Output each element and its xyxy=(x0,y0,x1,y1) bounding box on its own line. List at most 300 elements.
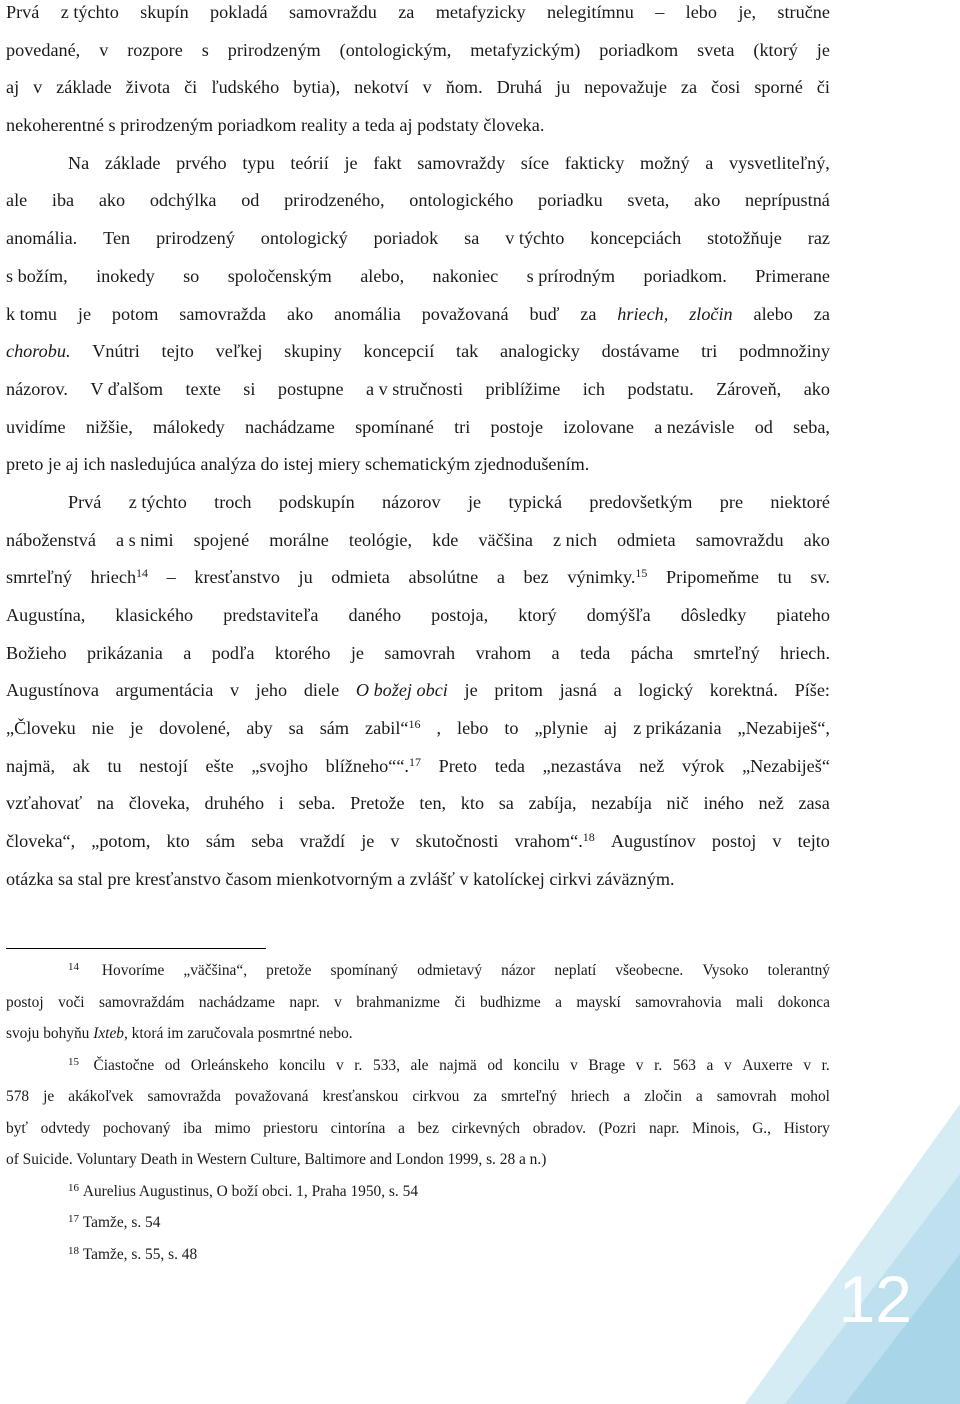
word xyxy=(103,1113,171,1145)
text-run: lebo xyxy=(685,2,717,22)
text-run: buď xyxy=(529,303,560,324)
word xyxy=(331,559,390,597)
text-run: morálne xyxy=(269,529,329,550)
text-run: Vysoko xyxy=(702,962,749,979)
word xyxy=(666,559,759,597)
text-run: alebo xyxy=(753,303,793,324)
word xyxy=(422,296,509,334)
word xyxy=(6,987,44,1019)
text-run: piateho xyxy=(776,605,830,625)
text-run: ak xyxy=(72,755,90,776)
word xyxy=(384,635,455,673)
text-run: Píše: xyxy=(794,680,830,701)
word xyxy=(351,635,364,673)
word xyxy=(349,522,412,560)
text-run: v xyxy=(803,1056,812,1074)
word xyxy=(304,672,339,710)
text-run: sám xyxy=(205,831,236,852)
text-run: „väčšina“, xyxy=(183,962,248,979)
text-run: za xyxy=(580,303,597,324)
word xyxy=(284,182,385,220)
text-run: nelegitímnu xyxy=(546,2,634,22)
text-run: prirodzený xyxy=(156,228,235,249)
body-text-line xyxy=(6,409,830,447)
word xyxy=(570,1050,578,1082)
footnote-line xyxy=(6,1239,830,1271)
word xyxy=(116,522,174,560)
word xyxy=(68,1239,83,1271)
footnote-reference: 16 xyxy=(408,717,421,732)
text-run: či xyxy=(816,77,830,98)
text-run: sám xyxy=(319,718,350,739)
word xyxy=(736,987,763,1019)
word xyxy=(279,484,355,522)
text-run: dostávame xyxy=(601,341,680,362)
text-run: v xyxy=(334,993,342,1011)
word xyxy=(583,371,605,409)
body-text-line xyxy=(6,333,830,371)
word xyxy=(500,333,580,371)
text-run: dôsledky xyxy=(680,605,747,625)
word xyxy=(468,484,481,522)
text-run: stotožňuje xyxy=(707,228,782,249)
text-run: potom xyxy=(111,303,159,324)
word xyxy=(211,69,279,107)
text-run: jasná xyxy=(559,680,597,701)
text-run: vrahom xyxy=(475,642,532,663)
text-run: zasa xyxy=(798,793,830,814)
text-run: – xyxy=(166,567,176,588)
word xyxy=(409,559,479,597)
text-run: ako xyxy=(803,378,830,399)
text-run: pritom xyxy=(494,680,543,701)
text-run: nakoniec xyxy=(432,265,499,286)
word xyxy=(712,823,756,861)
word xyxy=(411,1050,429,1082)
text-run: základe xyxy=(56,77,112,98)
text-run: inokedy xyxy=(96,265,155,286)
text-run: r. xyxy=(354,1056,363,1074)
text-run: postupne xyxy=(277,378,344,399)
word xyxy=(772,823,781,861)
footnote-line xyxy=(6,987,830,1019)
word xyxy=(93,1018,128,1050)
word xyxy=(6,107,544,145)
text-run: Primerane xyxy=(755,265,830,286)
word xyxy=(780,635,830,673)
word xyxy=(417,145,505,183)
word xyxy=(6,258,68,296)
text-run: tejto xyxy=(161,341,194,362)
text-run: koncepciách xyxy=(590,228,682,249)
word xyxy=(194,559,280,597)
word xyxy=(323,1081,399,1113)
text-run: argumentácia xyxy=(115,680,214,701)
word xyxy=(6,296,57,334)
word xyxy=(103,220,130,258)
word xyxy=(682,748,724,786)
word xyxy=(83,1176,418,1208)
word xyxy=(804,522,830,560)
text-run: diele xyxy=(303,680,340,701)
text-run: ešte xyxy=(205,755,234,776)
text-run: prirodzeným xyxy=(227,39,321,60)
text-run: samovražda xyxy=(179,303,267,324)
text-run: spoločenským xyxy=(227,265,332,286)
text-run: sa xyxy=(288,718,304,739)
word xyxy=(354,1050,362,1082)
word xyxy=(822,1050,830,1082)
word xyxy=(710,672,778,710)
text-run: sporné xyxy=(754,77,803,98)
text-run: ako xyxy=(287,303,314,324)
word xyxy=(587,597,651,635)
text-run: 578 xyxy=(6,1088,30,1105)
word xyxy=(6,1081,29,1113)
text-run: stručne xyxy=(777,2,830,22)
word xyxy=(336,1050,344,1082)
text-run: z nich xyxy=(553,529,597,550)
text-run: otázka sa stal pre kresťanstvo časom mienkotvorným a zvlášť v katolíckej cirkvi záväzným. xyxy=(6,868,675,889)
word xyxy=(810,559,830,597)
text-run: cirkvou xyxy=(412,1088,460,1105)
word xyxy=(68,484,101,522)
word xyxy=(716,371,781,409)
text-run: aj xyxy=(6,77,20,98)
word xyxy=(326,748,421,786)
text-run: podstatu. xyxy=(627,378,694,399)
text-run: z týchto xyxy=(60,2,119,22)
word xyxy=(524,559,549,597)
footnote-line xyxy=(6,1207,830,1239)
word xyxy=(602,333,680,371)
text-run: budhizme xyxy=(479,993,541,1011)
word xyxy=(300,823,345,861)
word xyxy=(116,672,214,710)
text-run: podskupín xyxy=(278,491,355,512)
word xyxy=(635,987,721,1019)
word xyxy=(214,484,251,522)
word xyxy=(68,1081,133,1113)
word xyxy=(373,1050,400,1082)
text-run: samovraždu xyxy=(695,529,784,550)
word xyxy=(83,1207,161,1239)
word xyxy=(6,597,85,635)
word xyxy=(436,710,441,748)
word xyxy=(366,371,463,409)
word xyxy=(694,182,720,220)
text-run: neprípustná xyxy=(745,190,830,211)
text-run: tri xyxy=(454,416,471,437)
text-run: a xyxy=(555,993,562,1011)
word xyxy=(83,1239,197,1271)
text-run: tu xyxy=(107,755,122,776)
word xyxy=(416,823,499,861)
text-run: kresťanstvo xyxy=(194,567,280,588)
footnote-line xyxy=(6,1176,830,1208)
word xyxy=(501,1081,557,1113)
body-text-line xyxy=(6,559,830,597)
text-run: priblížime xyxy=(485,378,561,399)
word xyxy=(129,484,187,522)
text-run: od xyxy=(164,1056,181,1074)
word xyxy=(604,710,617,748)
text-run: hriech. xyxy=(780,642,830,663)
text-run: jeho xyxy=(255,680,288,701)
word xyxy=(350,785,405,823)
text-run: a xyxy=(398,1119,405,1137)
text-run: poriadkom. xyxy=(643,265,727,286)
text-run: „Nezabiješ“, xyxy=(737,718,830,739)
text-run: ktorý xyxy=(518,605,557,625)
text-run: najmä, xyxy=(6,755,55,776)
text-run: odmietavý xyxy=(417,962,483,979)
word xyxy=(599,1113,637,1145)
text-run: ňom. xyxy=(445,77,483,98)
text-run: základe xyxy=(104,152,161,173)
word xyxy=(130,710,143,748)
word xyxy=(56,69,112,107)
text-run: rozpore xyxy=(127,39,183,60)
text-run: anomália. xyxy=(6,228,78,249)
word xyxy=(627,182,669,220)
word xyxy=(68,1207,83,1239)
word xyxy=(649,1113,679,1145)
text-run: a s nimi xyxy=(115,529,174,550)
footnote-number: 16 xyxy=(68,1181,79,1194)
text-run: teda xyxy=(580,642,611,663)
word xyxy=(793,409,830,447)
text-run: je xyxy=(77,303,92,324)
footnote-number: 17 xyxy=(68,1213,79,1225)
word xyxy=(513,1050,559,1082)
text-run: bytia), xyxy=(293,77,341,98)
text-run: a xyxy=(496,567,505,588)
text-run: pácha xyxy=(630,642,674,663)
text-run: za xyxy=(680,77,698,98)
text-run: ale xyxy=(6,190,28,211)
text-run: (ktorý xyxy=(753,39,798,60)
text-run: koncilu xyxy=(513,1056,560,1074)
body-text xyxy=(6,0,830,899)
text-run: nič xyxy=(666,793,689,814)
text-run: bez xyxy=(417,1119,439,1137)
word xyxy=(6,371,68,409)
text-run: síce xyxy=(520,152,550,173)
text-run: čosi xyxy=(711,77,741,98)
word xyxy=(798,785,829,823)
word xyxy=(776,597,830,635)
text-run: analogicky xyxy=(500,341,580,362)
word xyxy=(755,258,830,296)
text-run: ako xyxy=(98,190,126,211)
word xyxy=(6,710,76,748)
word xyxy=(614,672,622,710)
footnote-reference: 15 xyxy=(635,566,648,581)
word xyxy=(215,1113,251,1145)
text-run: výnimky. xyxy=(567,567,636,588)
text-run: ľudského xyxy=(211,77,280,98)
text-run: fakticky xyxy=(564,152,625,173)
word xyxy=(162,333,194,371)
word xyxy=(235,1081,309,1113)
text-run: G., xyxy=(752,1119,771,1137)
word xyxy=(91,559,148,597)
word xyxy=(202,32,209,70)
word xyxy=(418,1113,439,1145)
word xyxy=(508,484,562,522)
word xyxy=(96,258,155,296)
text-run: málokedy xyxy=(153,416,225,437)
word xyxy=(755,409,773,447)
italic-text: chorobu. xyxy=(6,341,71,362)
word xyxy=(724,1050,732,1082)
word xyxy=(409,182,513,220)
text-run: s božím, xyxy=(6,265,68,286)
text-run: nekoherentné s prirodzeným poriadkom reality a teda aj podstaty človeka. xyxy=(6,115,545,136)
word xyxy=(334,987,342,1019)
word xyxy=(742,1050,792,1082)
word xyxy=(654,409,734,447)
text-run: Prvá xyxy=(68,491,102,512)
word xyxy=(127,32,183,70)
text-run: bez xyxy=(523,567,549,588)
text-run: pre xyxy=(719,491,744,512)
body-text-line xyxy=(6,258,830,296)
body-text-line xyxy=(6,32,830,70)
text-run: je xyxy=(467,491,482,512)
text-run: ich xyxy=(582,378,605,399)
word xyxy=(639,748,664,786)
word xyxy=(623,1081,630,1113)
body-text-line xyxy=(6,371,830,409)
word xyxy=(6,635,67,673)
word xyxy=(745,182,830,220)
word xyxy=(473,1081,487,1113)
text-run: sveta xyxy=(697,39,735,60)
word xyxy=(547,0,634,32)
text-run: spomínaný xyxy=(330,962,399,979)
word xyxy=(210,0,268,32)
word xyxy=(667,785,689,823)
word xyxy=(278,371,344,409)
word xyxy=(6,1113,28,1145)
word xyxy=(701,333,717,371)
word xyxy=(99,182,125,220)
word xyxy=(33,69,42,107)
text-run: mimo xyxy=(214,1119,251,1137)
word xyxy=(560,672,597,710)
text-run: napr. xyxy=(289,993,320,1011)
body-text-line xyxy=(6,672,830,710)
text-run: teórií xyxy=(290,152,329,173)
text-run: tri xyxy=(701,341,718,362)
word xyxy=(199,987,275,1019)
text-run: obradov. xyxy=(532,1119,586,1137)
word xyxy=(738,0,756,32)
text-run: v xyxy=(99,39,109,60)
word xyxy=(266,955,311,987)
text-run: V ďalšom xyxy=(90,378,163,399)
text-run: názorov xyxy=(382,491,441,512)
text-run: života xyxy=(125,77,171,98)
word xyxy=(246,710,272,748)
word xyxy=(432,522,458,560)
text-run: troch xyxy=(214,491,252,512)
word xyxy=(139,748,188,786)
word xyxy=(497,69,542,107)
text-run: mali xyxy=(736,993,764,1011)
text-run: iba xyxy=(183,1119,202,1137)
word xyxy=(263,1113,318,1145)
text-run: sveta, xyxy=(627,190,670,211)
text-run: tejto xyxy=(797,831,830,852)
text-run: tu xyxy=(777,567,792,588)
word xyxy=(681,69,697,107)
word xyxy=(689,296,732,334)
word xyxy=(636,1050,644,1082)
word xyxy=(251,823,283,861)
text-run: v týchto xyxy=(505,228,565,249)
text-run: či xyxy=(184,77,198,98)
text-run: nezabíja xyxy=(591,793,652,814)
text-run: dokonca xyxy=(777,993,830,1011)
word xyxy=(364,333,435,371)
body-text-line xyxy=(6,446,830,484)
text-run: hriech xyxy=(570,1088,610,1105)
word xyxy=(230,672,239,710)
word xyxy=(588,1050,625,1082)
word xyxy=(78,296,91,334)
word xyxy=(552,635,560,673)
text-run: , xyxy=(436,718,442,739)
text-run: názor xyxy=(501,962,536,979)
word xyxy=(61,0,119,32)
text-run: (Pozri xyxy=(598,1119,637,1137)
text-run: aj xyxy=(604,718,618,739)
text-run: skupín xyxy=(140,2,189,22)
text-run: smrteľný xyxy=(693,642,760,663)
text-run: než xyxy=(758,793,784,814)
word xyxy=(499,785,514,823)
text-run: z prikázania xyxy=(633,718,722,739)
word xyxy=(167,559,176,597)
word xyxy=(681,597,747,635)
word xyxy=(398,0,414,32)
text-run: 563 xyxy=(672,1056,696,1074)
text-run: v xyxy=(335,1056,344,1074)
text-run: považovaná xyxy=(421,303,509,324)
text-run: a nezávisle xyxy=(654,416,735,437)
text-run: v xyxy=(390,831,400,852)
text-run: prvého xyxy=(176,152,227,173)
text-run: na xyxy=(96,793,114,814)
text-run: texte xyxy=(185,378,221,399)
word xyxy=(6,220,77,258)
word xyxy=(166,823,189,861)
word xyxy=(382,484,441,522)
word xyxy=(703,785,743,823)
word xyxy=(153,409,225,447)
word xyxy=(738,710,830,748)
text-run: ontologický xyxy=(260,228,348,249)
italic-text: zločin xyxy=(689,303,733,324)
text-run: od xyxy=(487,1056,503,1074)
word xyxy=(68,1050,83,1082)
word xyxy=(640,145,690,183)
word xyxy=(423,69,432,107)
footnote-line xyxy=(6,1050,830,1082)
